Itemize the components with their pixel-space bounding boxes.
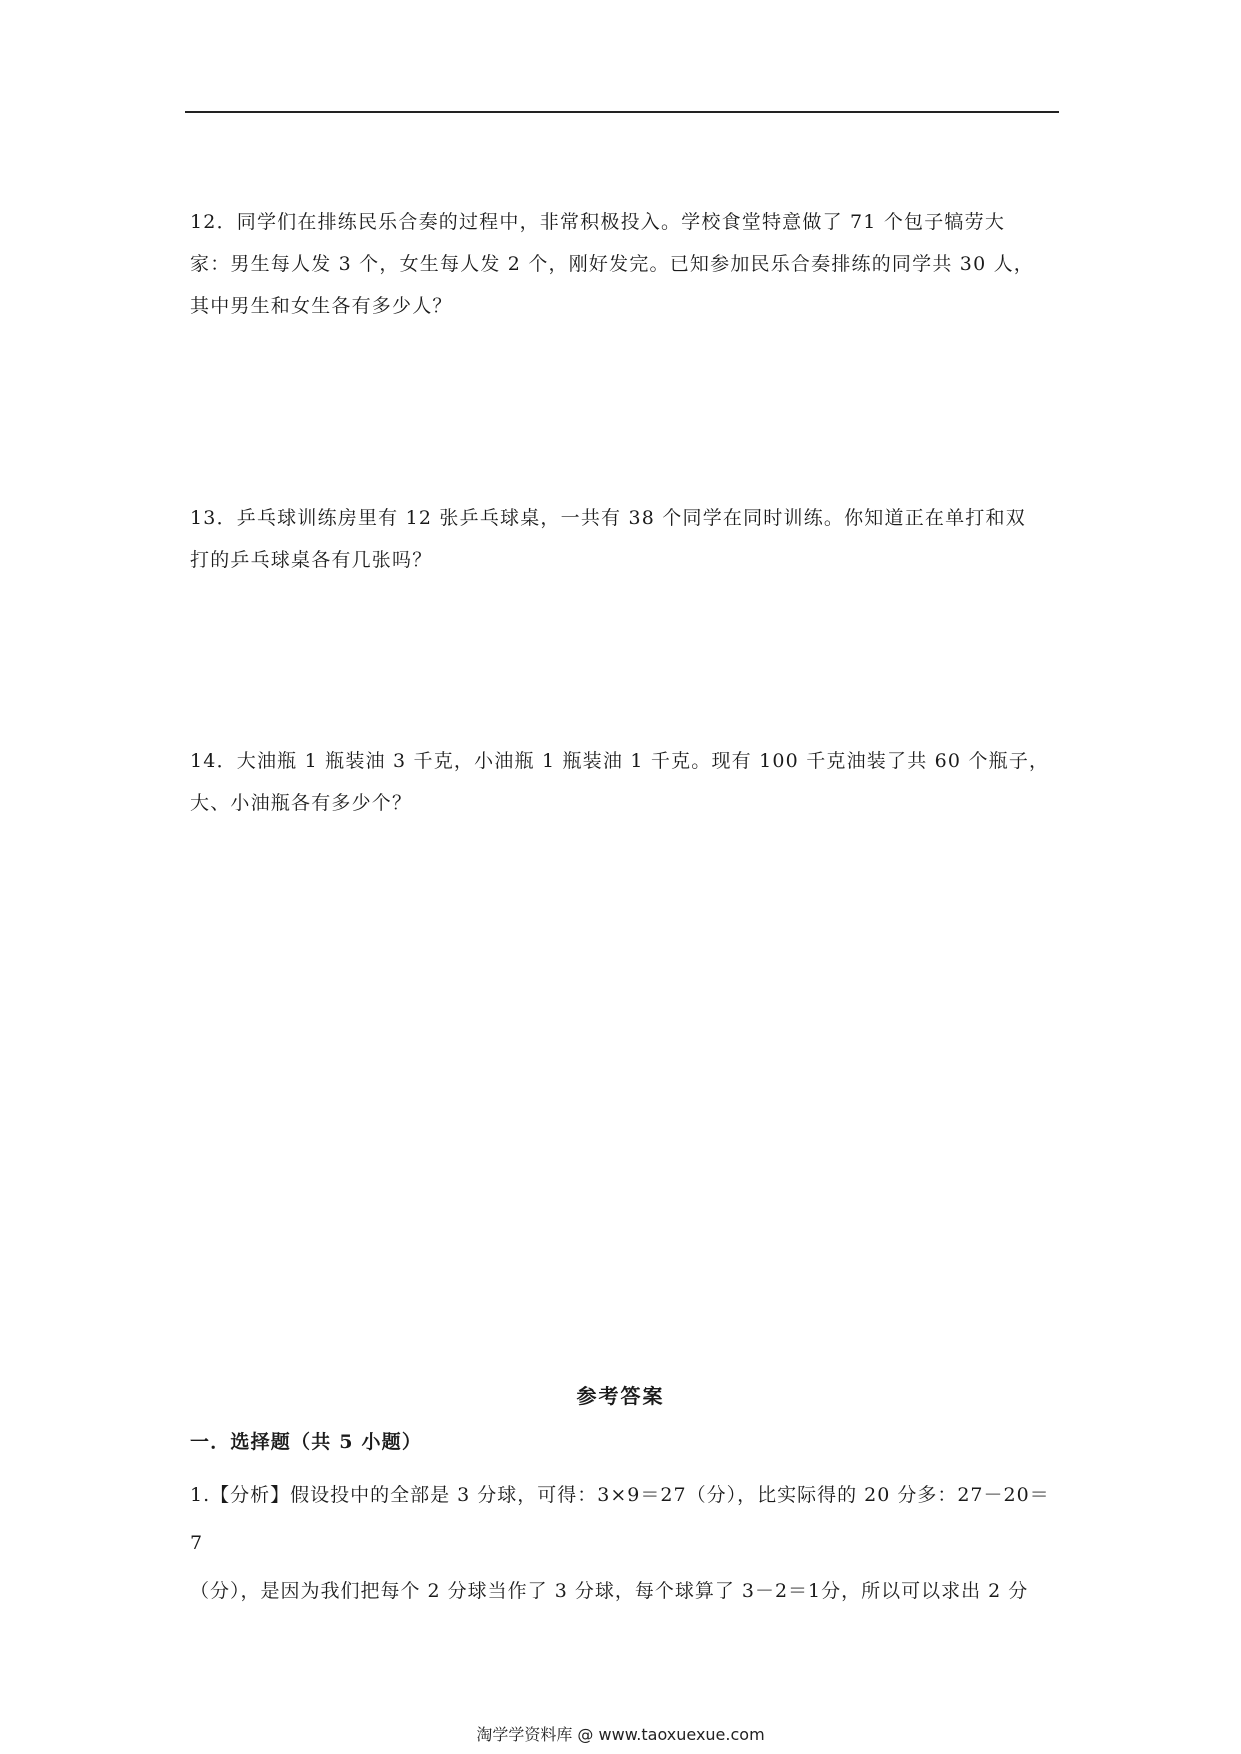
answers-title: 参考答案 xyxy=(576,1384,665,1408)
answer-1-line-2: （分），是因为我们把每个 2 分球当作了 3 分球，每个球算了 3－2＝1分，所以可以求出 2 分 xyxy=(190,1580,1029,1602)
answer-1-line-1: 1.【分析】假设投中的全部是 3 分球，可得：3×9＝27（分），比实际得的 20 分多：27－20＝7 xyxy=(190,1484,1050,1554)
answer-1 xyxy=(190,1471,1060,1615)
question-14-line-1: 14．大油瓶 1 瓶装油 3 千克，小油瓶 1 瓶装油 1 千克。现有 100 千克油装了共 60 个瓶子， xyxy=(190,750,1050,772)
question-14-line-2: 大、小油瓶各有多少个？ xyxy=(190,792,413,814)
question-12-line-1: 12．同学们在排练民乐合奏的过程中，非常积极投入。学校食堂特意做了 71 个包子犒劳大 xyxy=(190,211,1006,233)
header-rule xyxy=(185,111,1059,113)
answers-section-heading: 一．选择题（共 5 小题） xyxy=(190,1431,423,1453)
question-13-line-2: 打的乒乓球桌各有几张吗？ xyxy=(190,549,433,571)
page-footer: 淘学学资料库 @ www.taoxuexue.com xyxy=(476,1725,765,1744)
question-14 xyxy=(190,740,1060,824)
question-13 xyxy=(190,497,1060,581)
question-12 xyxy=(190,201,1060,327)
question-12-line-3: 其中男生和女生各有多少人？ xyxy=(190,295,453,317)
question-13-line-1: 13．乒乓球训练房里有 12 张乒乓球桌，一共有 38 个同学在同时训练。你知道正在单打和双 xyxy=(190,507,1026,529)
question-12-line-2: 家：男生每人发 3 个，女生每人发 2 个，刚好发完。已知参加民乐合奏排练的同学共 30 人， xyxy=(190,253,1034,275)
